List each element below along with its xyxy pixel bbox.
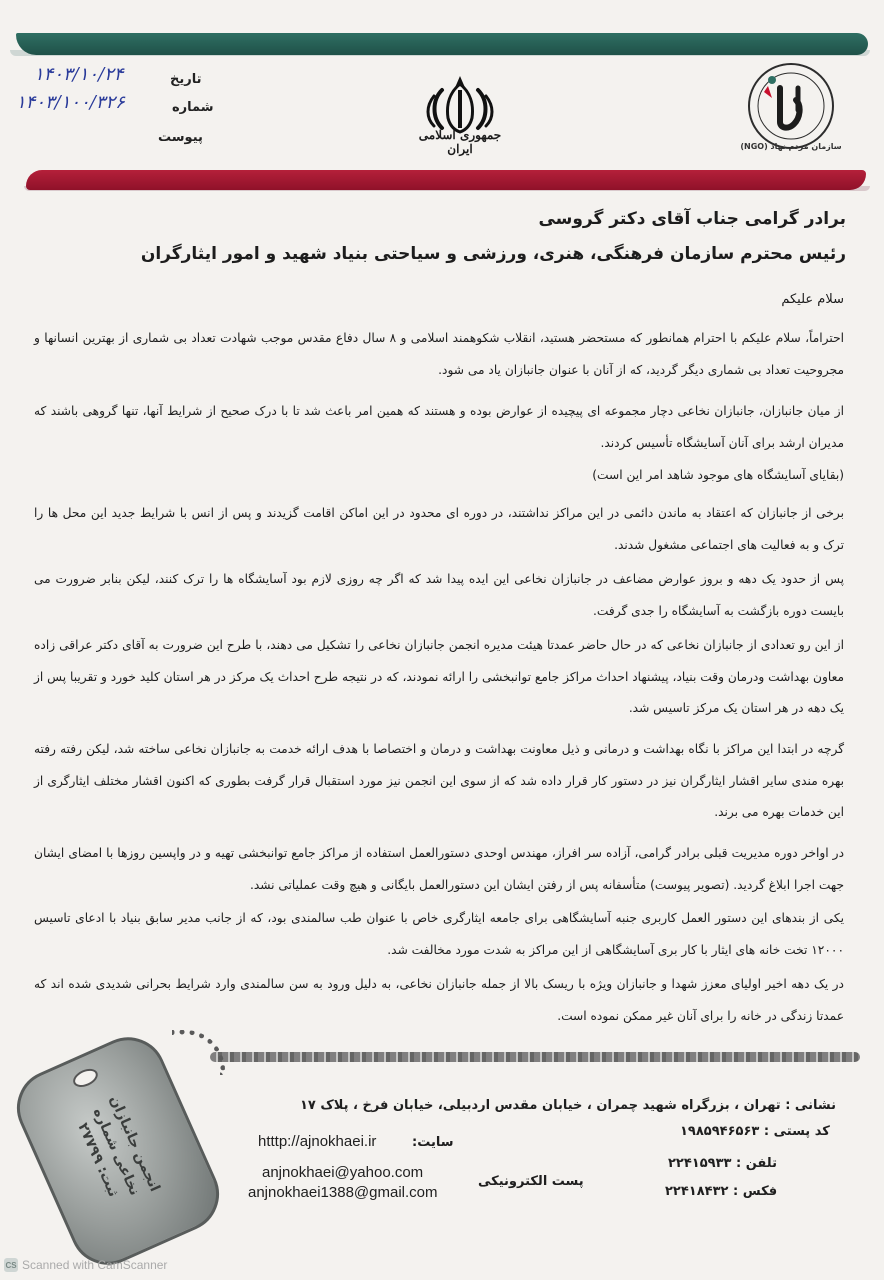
footer-address: نشانی : تهران ، بزرگراه شهید چمران ، خیابان مقدس اردبیلی، خیابان فرخ ، پلاک ۱۷ bbox=[300, 1098, 836, 1113]
date-label: تاریخ bbox=[170, 72, 202, 87]
paragraph-8: یکی از بندهای این دستور العمل کاربری جنبه آسایشگاهی برای جامعه ایثارگری خاص با عنوان طب سالمندی بود، که از جانب مدیر سابق بنیاد با ادعای تاسیس ۱۲۰۰۰ تخت خانه های ایثار با کار بری آسایشگاهی از این مراکز به شدت مورد مخالفت شد. bbox=[34, 911, 844, 957]
header-green-band bbox=[16, 33, 868, 55]
paragraph-5: از این رو تعدادی از جانبازان نخاعی که در حال حاضر عمدتا هیئت مدیره انجمن جانبازان نخاعی را تشکیل می دهند، با طرح این ضرورت به آقای دکتر عراقی زاده معاون بهداشت ودرمان وقت بنیاد، پیشنهاد احداث مراکز جامع توانبخشی را ارائه نمودند، که در نتیجه طرح احداث یک مرکز در هر استان کلید خورد و تقریبا پس از یک دهه در هر استان یک مرکز تاسیس شد. bbox=[34, 638, 844, 715]
paragraph-6: گرچه در ابتدا این مراکز با نگاه بهداشت و درمانی و ذیل معاونت بهداشت و درمان و اختصاصا با هدف ارائه خدمت به جانبازان نخاعی ساخته شد، لیکن رفته رفته بهره مندی سایر اقشار ایثارگران نیز در دستور کار قرار داده شد که از سوی این انجمن نیز مورد استقبال قرار گرفت بطوری که اکنون اقشار مختلف ایثارگری از این خدمات بهره می برند. bbox=[34, 742, 844, 819]
footer-website-link[interactable]: htttp://ajnokhaei.ir bbox=[258, 1133, 377, 1150]
footer-fax: فکس : ۲۲۴۱۸۴۳۲ bbox=[665, 1184, 778, 1199]
date-value: ۱۴۰۳/۱۰/۲۴ bbox=[34, 64, 124, 85]
attachment-label: پیوست bbox=[158, 130, 203, 145]
paragraph-1: احتراماً، سلام علیکم با احترام همانطور که مستحضر هستید، انقلاب شکوهمند اسلامی و ۸ سال دفاع مقدس موجب شهادت تعداد بی شماری از بهترین انسانها و مجروحیت تعداد بی شماری دیگر گردید، که از آنان با عنوان جانبازان یاد می شود. bbox=[34, 331, 844, 377]
dogtag-hole bbox=[70, 1065, 100, 1090]
camscanner-watermark bbox=[4, 1258, 167, 1272]
header-red-band bbox=[26, 170, 866, 190]
camscanner-text: Scanned with CamScanner bbox=[22, 1258, 168, 1272]
dogtag-text: انجمن جانبازان نخاعی شماره ثبت: ۲۷۷۹۹ bbox=[74, 1093, 163, 1200]
footer-email-gmail[interactable]: anjnokhaei1388@gmail.com bbox=[248, 1184, 438, 1201]
addressee-name: برادر گرامی جناب آقای دکتر گروسی bbox=[538, 209, 846, 229]
number-label: شماره bbox=[172, 100, 214, 115]
footer-phone: تلفن : ۲۲۴۱۵۹۳۳ bbox=[668, 1156, 777, 1171]
footer-website-label: سایت: bbox=[412, 1135, 454, 1150]
camscanner-icon: CS bbox=[4, 1258, 18, 1272]
paragraph-7: در اواخر دوره مدیریت قبلی برادر گرامی، آزاده سر افراز، مهندس اوحدی دستورالعمل استفاده از مراکز جامع توانبخشی تهیه و در واپسین روزها با امضای ایشان جهت اجرا ابلاغ گردید. (تصویر پیوست) متأسفانه پس از رفتن ایشان این دستورالعمل بایگانی و هیچ وقت عملیاتی نشد. bbox=[34, 846, 844, 892]
paragraph-4: پس از حدود یک دهه و بروز عوارض مضاعف در جانبازان نخاعی این ایده پیدا شد که اگر چه روزی لازم بود آسایشگاه ها را ترک کنند، لیکن بنابر ضرورت می بایست دوره بازگشت به آسایشگاه را جدی گرفت. bbox=[34, 572, 844, 618]
footer-postal-code: کد پستی : ۱۹۸۵۹۴۶۵۶۳ bbox=[680, 1124, 830, 1139]
paragraph-3: برخی از جانبازان که اعتقاد به ماندن دائمی در این مراکز نداشتند، در دوره ای محدود در این اماکن اقامت گزیدند و پس از انس با شرایط جدید این محل ها را ترک و به فعالیت های اجتماعی مشغول شدند. bbox=[34, 506, 844, 552]
footer-chain-loop bbox=[172, 1030, 225, 1075]
paragraph-note: (بقایای آسایشگاه های موجود شاهد امر این است) bbox=[592, 468, 844, 482]
addressee-title: رئیس محترم سازمان فرهنگی، هنری، ورزشی و سیاحتی بنیاد شهید و امور ایثارگران bbox=[140, 244, 846, 264]
greeting: سلام علیکم bbox=[781, 292, 844, 307]
footer-email-yahoo[interactable]: anjnokhaei@yahoo.com bbox=[262, 1164, 424, 1181]
paragraph-2: از میان جانبازان، جانبازان نخاعی دچار مجموعه ای پیچیده از عوارض بوده و هستند که همین امر باعث شد تا با درک صحیح از شرایط آنها، تنها گروهی باشند که مدیران ارشد برای آنان آسایشگاه تأسیس کردند. bbox=[34, 404, 844, 450]
association-logo-caption: سازمان مردم نهاد (NGO) bbox=[740, 142, 842, 151]
emblem-caption: جمهوری اسلامی ایران bbox=[418, 128, 502, 156]
number-value: ۱۴۰۳/۱۰۰/۳۲۶ bbox=[16, 92, 125, 113]
footer-chain bbox=[210, 1052, 860, 1062]
footer-email-label: پست الکترونیکی bbox=[478, 1174, 584, 1189]
paragraph-9: در یک دهه اخیر اولیای معزز شهدا و جانبازان ویژه با ریسک بالا از جمله جانبازان نخاعی، به دلیل ورود به سن سالمندی وارد شرایط بحرانی شدیدی شده اند که عمدتا زندگی در خانه را برای آنان غیر ممکن نموده است. bbox=[34, 977, 844, 1023]
